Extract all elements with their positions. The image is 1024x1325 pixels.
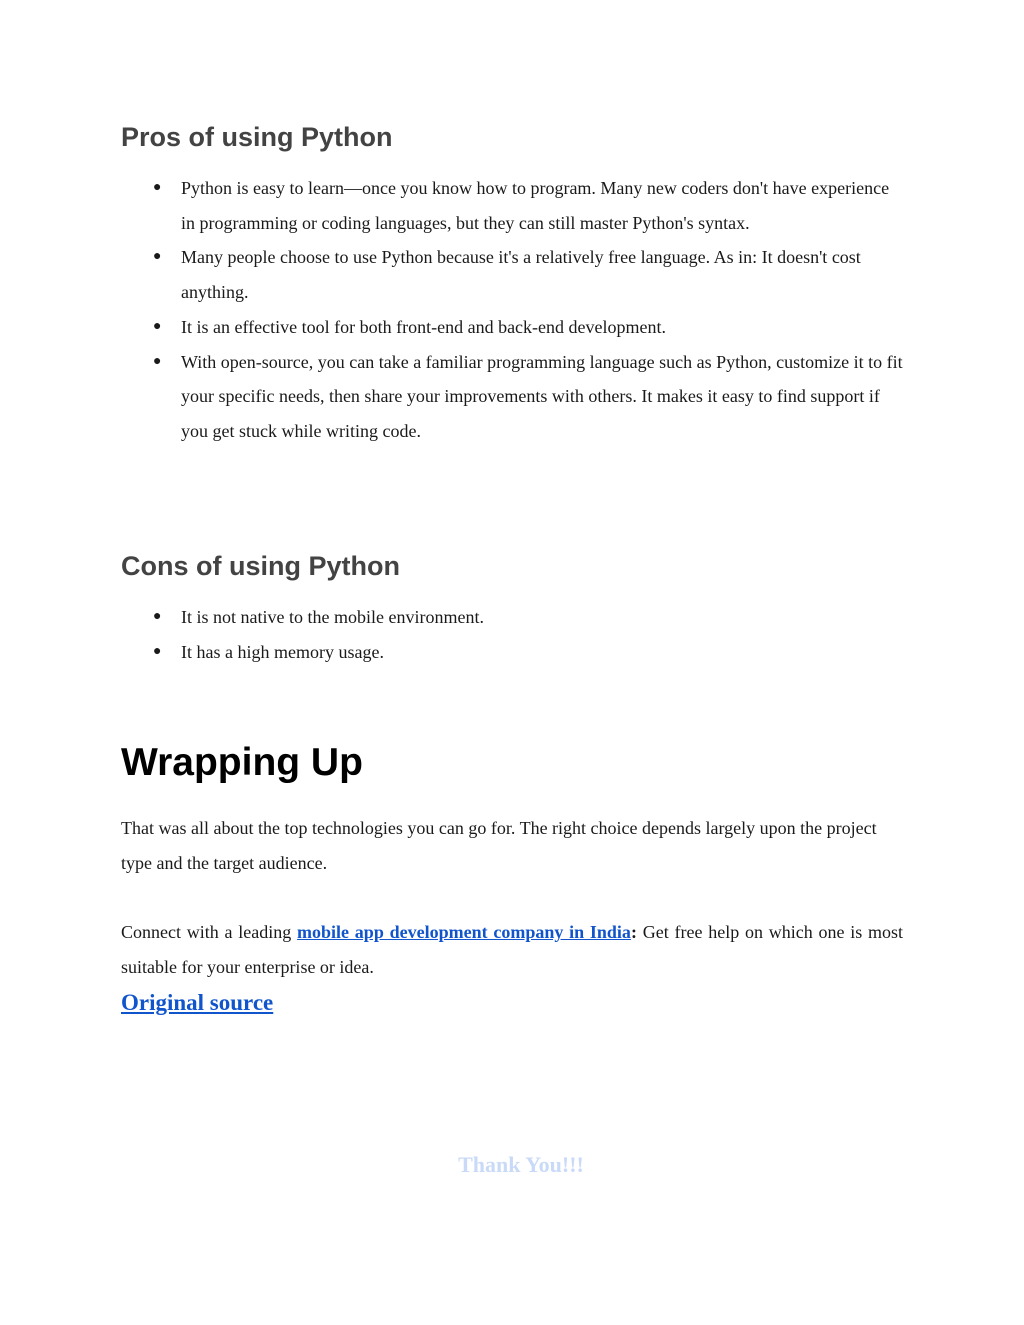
original-source-link[interactable]: Original source [121,990,274,1015]
list-item [121,171,903,240]
connect-prefix: Connect with a leading [121,922,292,942]
wrapping-up-heading: Wrapping Up [121,741,363,784]
cons-heading: Cons of using Python [121,551,400,581]
list-item [121,600,903,635]
summary-paragraph: That was all about the top technologies you can go for. The right choice depends largely upon the project type and the target audience. [121,818,877,873]
list-item-text: With open-source, you can take a familiar programming language such as Python, customize it to fit your specific needs, then share your improvements with others. It makes it easy to find support if you get stuck while writing code. [181,351,903,441]
list-item-text: It has a high memory usage. [181,641,384,662]
list-item-text: Python is easy to learn—once you know how to program. Many new coders don't have experience in programming or coding languages, but they can still master Python's syntax. [181,178,890,233]
connect-paragraph [121,915,903,984]
bullet-icon: ● [153,318,162,334]
list-item [121,635,903,670]
bullet-icon: ● [153,643,162,659]
document-page [121,0,903,1325]
bullet-icon: ● [153,249,162,265]
company-link[interactable]: mobile app development company in India [297,922,631,942]
list-item [121,310,903,345]
list-item-text: It is an effective tool for both front-end and back-end development. [181,316,666,337]
bullet-icon: ● [153,609,162,624]
list-item [121,345,903,449]
bullet-icon: ● [153,180,162,195]
connect-suffix: Get free help on which one is most suitable for your enterprise or idea. [121,922,904,977]
list-item-text: It is not native to the mobile environment. [181,607,484,627]
pros-heading: Pros of using Python [121,122,393,152]
bullet-icon: ● [153,353,162,369]
connect-colon: : [630,922,637,942]
cons-list [121,600,903,669]
thank-you-text: Thank You!!! [458,1152,584,1177]
pros-list [121,171,903,449]
list-item [121,240,903,309]
list-item-text: Many people choose to use Python because it's a relatively free language. As in: It doesn't cost anything. [181,247,861,303]
